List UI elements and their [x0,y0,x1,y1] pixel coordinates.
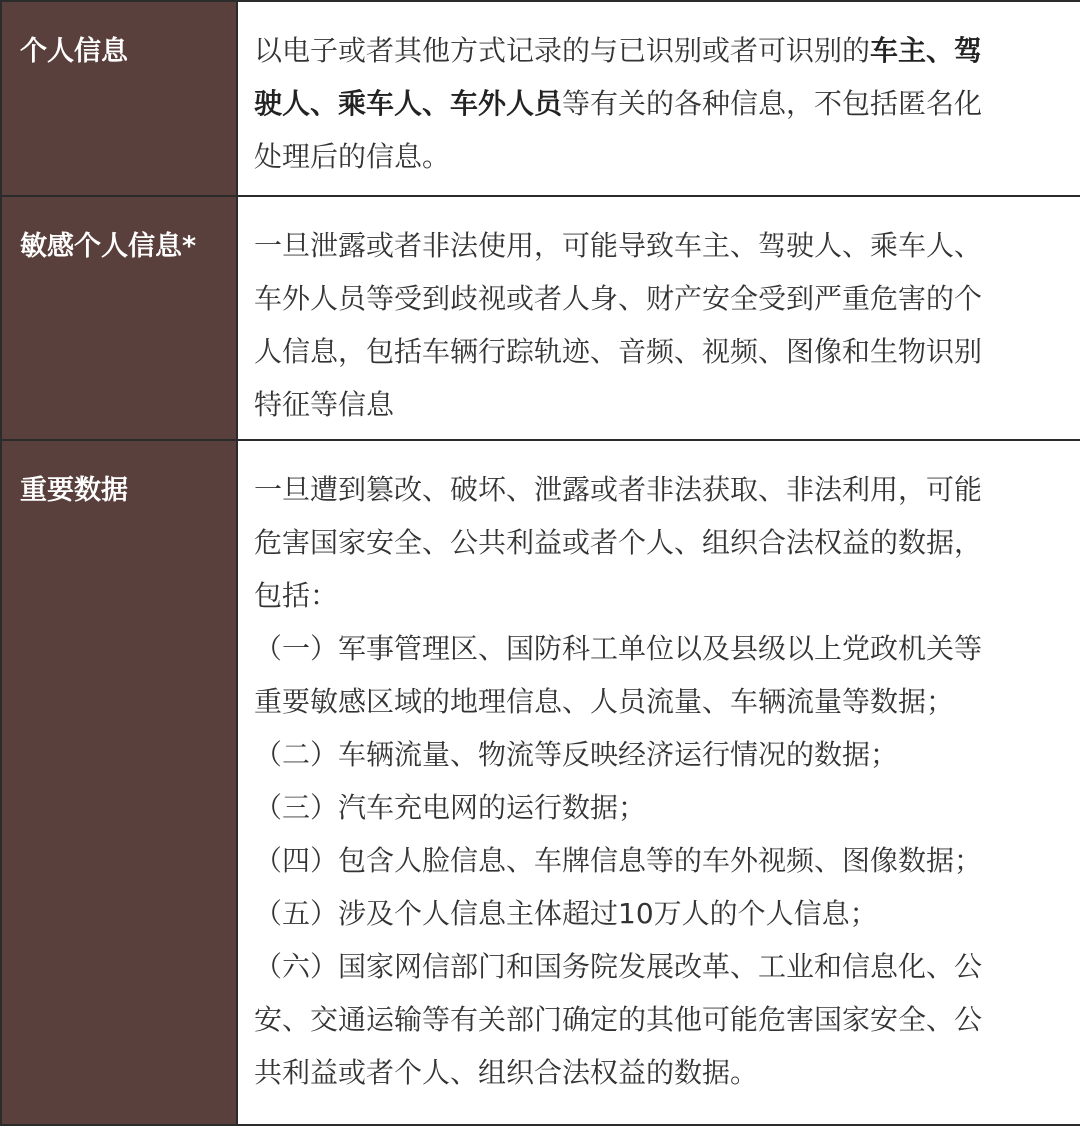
bold-text: 车主、驾 [870,34,983,67]
list-item: （一）军事管理区、国防科工单位以及县级以上党政机关等 [254,632,983,665]
definition-line: 一旦泄露或者非法使用，可能导致车主、驾驶人、乘车人、 [254,229,983,262]
definition-line: 危害国家安全、公共利益或者个人、组织合法权益的数据， [254,526,983,559]
definition-line: 特征等信息 [254,388,395,421]
definition-line [254,77,1066,130]
list-item: （二）车辆流量、物流等反映经济运行情况的数据； [254,738,899,771]
term-cell: 敏感个人信息* [2,197,238,439]
table-row-personal-info [2,2,1080,197]
list-item: （三）汽车充电网的运行数据； [254,791,647,824]
plain-text: 以电子或者其他方式记录的与已识别或者可识别的 [254,34,871,67]
definition-cell [238,441,1080,1124]
definition-line [254,130,1066,183]
table-row-important-data [2,441,1080,1126]
definition-cell [238,2,1080,195]
bold-text: 驶人、乘车人、车外人员 [254,87,563,120]
term-cell: 重要数据 [2,441,238,1124]
list-item: （六）国家网信部门和国务院发展改革、工业和信息化、公 [254,950,983,983]
table-row-sensitive-personal-info [2,197,1080,441]
list-item: （五）涉及个人信息主体超过10万人的个人信息； [254,897,878,930]
definition-cell [238,197,1080,439]
list-item: （四）包含人脸信息、车牌信息等的车外视频、图像数据； [254,844,983,877]
plain-text: 处理后的信息。 [254,140,451,173]
list-item: 共利益或者个人、组织合法权益的数据。 [254,1056,759,1089]
list-item: 重要敏感区域的地理信息、人员流量、车辆流量等数据； [254,685,955,718]
definition-line: 车外人员等受到歧视或者人身、财产安全受到严重危害的个 [254,282,983,315]
definition-line [254,24,1066,77]
definition-line: 人信息，包括车辆行踪轨迹、音频、视频、图像和生物识别 [254,335,983,368]
plain-text: 等有关的各种信息，不包括匿名化 [562,87,983,120]
list-item: 安、交通运输等有关部门确定的其他可能危害国家安全、公 [254,1003,983,1036]
definition-line: 一旦遭到篡改、破坏、泄露或者非法获取、非法利用，可能 [254,473,983,506]
term-cell: 个人信息 [2,2,238,195]
definition-line: 包括： [254,579,339,612]
